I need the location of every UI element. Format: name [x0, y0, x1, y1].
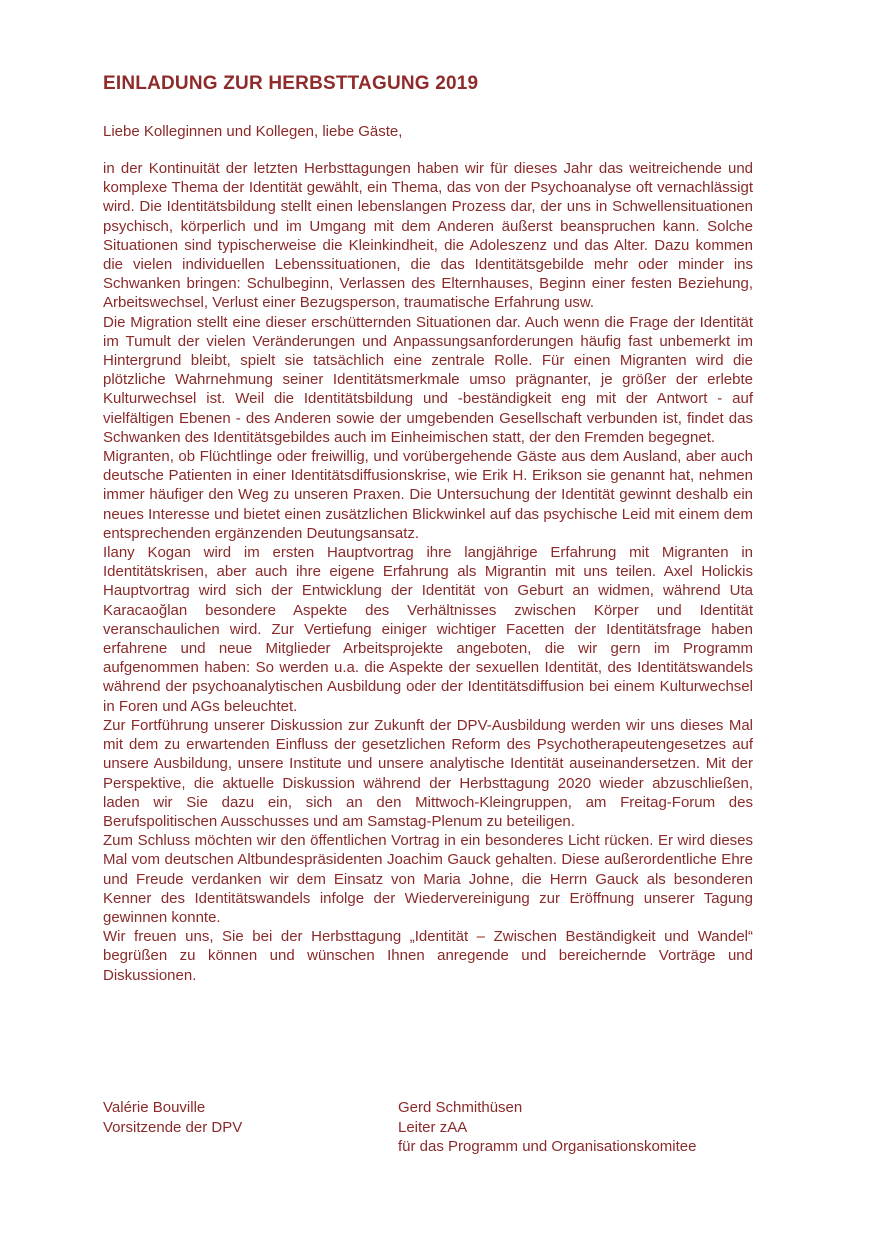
paragraph-closing: Wir freuen uns, Sie bei der Herbsttagung „Identität – Zwischen Beständigkeit und Wandel“ begrüßen zu können und wünschen Ihnen anregende und bereichernde Vorträge und Diskussionen.	[103, 928, 753, 984]
signature-role: Leiter zAA	[398, 1118, 468, 1136]
greeting: Liebe Kolleginnen und Kollegen, liebe Gäste,	[103, 123, 403, 140]
paragraph-public-lecture: Zum Schluss möchten wir den öffentlichen Vortrag in ein besonderes Licht rücken. Er wird dieses Mal vom deutschen Altbundespräsidenten Joachim Gauck gehalten. Diese außerordentliche Ehre und Freude verdanken wir dem Einsatz von Maria Johne, die Herrn Gauck als besonderen Kenner des Identitätswandels infolge der Wiedervereinigung zur Eröffnung unserer Tagung gewinnen konnte.	[103, 832, 753, 926]
signature-name: Valérie Bouville	[103, 1099, 206, 1116]
signature-left	[103, 1098, 242, 1137]
signature-role-detail: für das Programm und Organisationskomitee	[398, 1138, 697, 1155]
paragraph-training: Zur Fortführung unserer Diskussion zur Zukunft der DPV-Ausbildung werden wir uns dieses Mal mit dem zu erwartenden Einfluss der gesetzlichen Reform des Psychotherapeutengesetzes auf unsere Ausbildung, unsere Institute und unsere analytische Identität auseinandersetzen. Mit der Perspektive, die aktuelle Diskussion während der Herbsttagung 2020 wieder abzuschließen, laden wir Sie dazu ein, sich an den Mittwoch-Kleingruppen, am Freitag-Forum des Berufspolitischen Ausschusses und am Samstag-Plenum zu beteiligen.	[103, 716, 753, 830]
signature-right	[398, 1098, 696, 1157]
paragraph-intro: in der Kontinuität der letzten Herbsttagungen haben wir für dieses Jahr das weitreichende und komplexe Thema der Identität gewählt, ein Thema, das von der Psychoanalyse oft vernachlässigt wird. Die Identitätsbildung stellt einen lebenslangen Prozess dar, der uns in Schwellensituationen psychisch, körperlich und im Umgang mit dem Anderen äußerst beanspruchen kann. Solche Situationen sind typischerweise die Kleinkindheit, die Adoleszenz und das Alter. Dazu kommen die vielen individuellen Lebenssituationen, die das Identitätsgebilde mehr oder minder ins Schwanken bringen: Schulbeginn, Verlassen des Elternhauses, Beginn einer festen Beziehung, Arbeitswechsel, Verlust einer Bezugsperson, traumatische Erfahrung usw.	[103, 160, 753, 312]
paragraph-migrants: Migranten, ob Flüchtlinge oder freiwillig, und vorübergehende Gäste aus dem Ausland, aber auch deutsche Patienten in einer Identitätsdiffusionskrise, wie Erik H. Erikson sie genannt hat, nehmen immer häufiger den Weg zu unseren Praxen. Die Untersuchung der Identität gewinnt deshalb ein neues Interesse und bietet einen zusätzlichen Blickwinkel auf das psychische Leid mit einem dem entsprechenden ergänzenden Deutungsansatz.	[103, 448, 753, 542]
paragraph-migration: Die Migration stellt eine dieser erschütternden Situationen dar. Auch wenn die Frage der Identität im Tumult der vielen Veränderungen und Anpassungsanforderungen häufig fast unbemerkt im Hintergrund bleibt, spielt sie tatsächlich eine zentrale Rolle. Für einen Migranten wird die plötzliche Wahrnehmung seiner Identitätsmerkmale umso prägnanter, je größer der erlebte Kulturwechsel ist. Weil die Identitätsbildung und -beständigkeit eng mit der Antwort - auf vielfältigen Ebenen - des Anderen sowie der umgebenden Gesellschaft verbunden ist, findet das Schwanken des Identitätsgebildes auch im Einheimischen statt, der den Fremden begegnet.	[103, 313, 753, 446]
letter-body	[103, 159, 753, 985]
page-title: EINLADUNG ZUR HERBSTTAGUNG 2019	[103, 73, 479, 94]
signature-name: Gerd Schmithüsen	[398, 1099, 523, 1116]
paragraph-program: Ilany Kogan wird im ersten Hauptvortrag ihre langjährige Erfahrung mit Migranten in Identitätskrisen, aber auch ihre eigene Erfahrung als Migrantin mit uns teilen. Axel Holickis Hauptvortrag wird sich der Entwicklung der Identität von Geburt an widmen, während Uta Karacaoğlan besondere Aspekte des Verhältnisses zwischen Körper und Identität veranschaulichen wird. Zur Vertiefung einiger wichtiger Facetten der Identitätsfrage haben erfahrene und neue Mitglieder Arbeitsprojekte angeboten, die wir gern im Programm aufgenommen haben: So werden u.a. die Aspekte der sexuellen Identität, des Identitätswandels während der psychoanalytischen Ausbildung oder der Identitätsdiffusion bei einem Kulturwechsel in Foren und AGs beleuchtet.	[103, 544, 753, 715]
signature-role: Vorsitzende der DPV	[103, 1118, 243, 1136]
